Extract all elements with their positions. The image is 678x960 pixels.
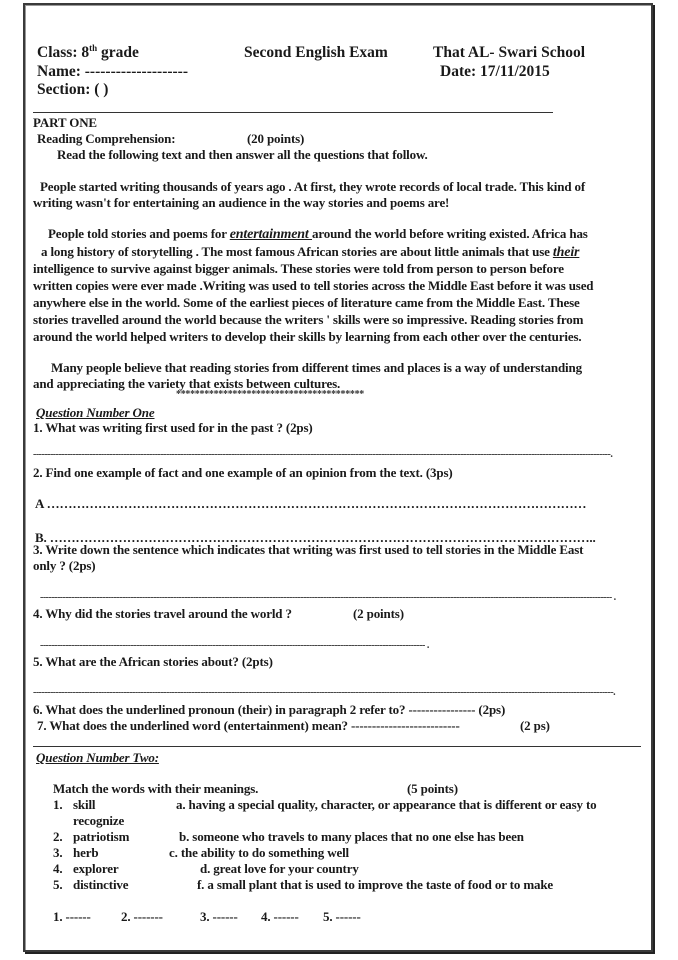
underlined-entertainment: entertainment (229, 227, 313, 242)
match-meaning-a-cont: recognize (73, 813, 125, 828)
passage-p2-line4: written copies were ever made .Writing was used to tell stories across the Middle East before it was used (33, 278, 594, 293)
q5-answer-line[interactable]: -------------------------------------------------------------------------------------------------------------------------------------------------------------------------------------------------------------. (33, 687, 616, 698)
match-item-5-word: distinctive (73, 877, 129, 892)
question-2: 2. Find one example of fact and one example of an opinion from the text. (3ps) (33, 465, 453, 480)
question-5: 5. What are the African stories about? (2pts) (33, 654, 273, 669)
match-item-2-word: patriotism (73, 829, 130, 844)
question-7-points: (2 ps) (520, 718, 550, 733)
underlined-their: their (552, 245, 580, 260)
question-4-points: (2 points) (353, 606, 404, 621)
question-7: 7. What does the underlined word (entertainment) mean? -------------------------- (37, 718, 460, 733)
match-answer-1[interactable]: 1. ------ (53, 909, 91, 924)
section-field[interactable]: Section: ( ) (37, 81, 109, 98)
match-meaning-b: b. someone who travels to many places that no one else has been (179, 829, 524, 844)
match-meaning-c: c. the ability to do something well (169, 845, 349, 860)
match-item-4-word: explorer (73, 861, 119, 876)
passage-p3-line2: and appreciating the variety that exists between cultures. (33, 376, 341, 391)
question-3-line2: only ? (2ps) (33, 558, 96, 573)
match-item-2-num: 2. (53, 829, 63, 844)
exam-title: Second English Exam (244, 44, 388, 61)
match-answer-5[interactable]: 5. ------ (323, 909, 361, 924)
match-meaning-f: f. a small plant that is used to improve the taste of food or to make (197, 877, 554, 892)
header-divider (33, 112, 553, 113)
match-points: (5 points) (407, 781, 458, 796)
name-field[interactable]: Name: -------------------- (37, 63, 189, 80)
school-name: That AL- Swari School (433, 44, 586, 61)
question-3-line1: 3. Write down the sentence which indicates that writing was first used to tell stories in the Middle East (33, 542, 584, 557)
part-one-title: PART ONE (33, 115, 97, 130)
question-one-title: Question Number One (36, 405, 155, 420)
match-item-3-num: 3. (53, 845, 63, 860)
match-item-4-num: 4. (53, 861, 63, 876)
exam-date: Date: 17/11/2015 (440, 63, 550, 80)
match-answer-2[interactable]: 2. ------- (121, 909, 163, 924)
passage-p2-line3: intelligence to survive against bigger animals. These stories were told from person to person before (33, 261, 564, 276)
passage-p2-line7: around the world helped writers to develop their skills by learning from each other over the centuries. (33, 329, 582, 344)
q2-answer-b[interactable]: B. ……………………………………………………………………………………………………………….. (35, 530, 596, 545)
question-divider (33, 746, 641, 747)
match-item-1-word: skill (73, 797, 96, 812)
match-item-5-num: 5. (53, 877, 63, 892)
class-label: Class: 8th grade (37, 43, 139, 61)
separator-stars: **************************************** (176, 389, 365, 400)
q1-answer-line[interactable]: ------------------------------------------------------------------------------------------------------------------------------------------------------------------------------------------------------------. (33, 449, 613, 460)
question-1: 1. What was writing first used for in the past ? (2ps) (33, 420, 313, 435)
passage-p2-line5: anywhere else in the world. Some of the earliest pieces of literature came from the Middle East. These (33, 295, 580, 310)
match-meaning-a: a. having a special quality, character, or appearance that is different or easy to (176, 797, 597, 812)
passage-p1-line2: writing wasn't for entertaining an audience in the way stories and poems are! (33, 195, 450, 210)
question-4: 4. Why did the stories travel around the world ? (33, 606, 292, 621)
instruction-text: Read the following text and then answer all the questions that follow. (57, 147, 428, 162)
q4-answer-line[interactable]: ---------------------------------------------------------------------------------------------------------------------------------------- . (40, 640, 429, 651)
match-answer-3[interactable]: 3. ------ (200, 909, 238, 924)
match-item-3-word: herb (73, 845, 99, 860)
question-two-title: Question Number Two: (36, 750, 159, 765)
passage-p1-line1: People started writing thousands of years ago . At first, they wrote records of local trade. This kind of (40, 179, 586, 194)
reading-points: (20 points) (247, 131, 305, 146)
question-6: 6. What does the underlined pronoun (their) in paragraph 2 refer to? ---------------- (2ps) (33, 702, 506, 717)
match-instruction: Match the words with their meanings. (53, 781, 259, 796)
match-item-1-num: 1. (53, 797, 63, 812)
match-meaning-d: d. great love for your country (200, 861, 359, 876)
match-answer-4[interactable]: 4. ------ (261, 909, 299, 924)
passage-p2-line6: stories travelled around the world because the writers ' skills were so impressive. Reading stories from (33, 312, 584, 327)
reading-comprehension-label: Reading Comprehension: (37, 131, 176, 146)
passage-p2-line2: a long history of storytelling . The most famous African stories are about little animals that use their (41, 244, 580, 260)
q2-answer-a[interactable]: A ……………………………………………………………………………………………………………… (35, 496, 587, 511)
passage-p3-line1: Many people believe that reading stories from different times and places is a way of understanding (51, 360, 582, 375)
q3-answer-line[interactable]: ---------------------------------------------------------------------------------------------------------------------------------------------------------------------------------------------------------- . (40, 592, 616, 603)
passage-p2-line1: People told stories and poems for entertainment around the world before writing existed. Africa has (48, 226, 588, 242)
